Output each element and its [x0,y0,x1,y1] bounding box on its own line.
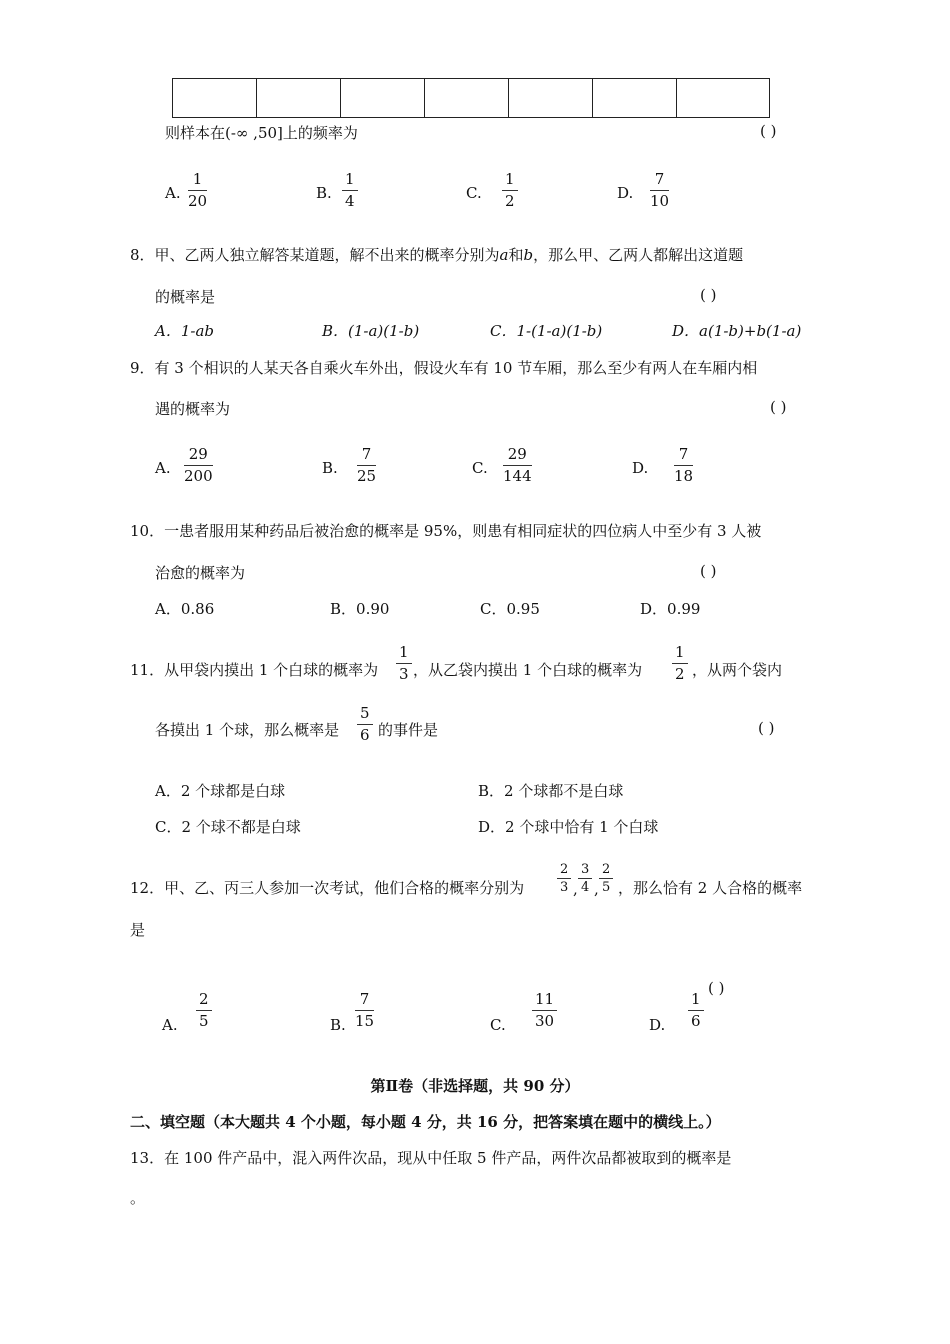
q7-option-d-fraction [650,172,669,209]
q8-answer-paren: ( ) [700,286,717,304]
q9-option-c-fraction [503,447,532,484]
q7-option-a-label: A. [165,184,181,202]
q12-option-a-fraction [196,992,212,1029]
table-cell [425,79,509,118]
q9-answer-paren: ( ) [770,398,787,416]
q9-option-a-fraction [184,447,213,484]
q9-option-d-fraction [674,447,693,484]
q11-stem-part1: 11．从甲袋内摸出 1 个白球的概率为 [130,661,379,679]
q12-option-c-label: C. [490,1016,506,1034]
q8-option-c: C．1-(1-a)(1-b) [490,322,603,340]
q12-option-b-fraction [355,992,374,1029]
q8-var-b: b [523,246,534,264]
q12-comma: , [594,880,599,898]
q8-option-a: A．1-ab [155,322,214,340]
q13-stem-line2: 。 [130,1189,146,1207]
denominator: 20 [188,192,208,210]
denominator: 2 [505,192,515,210]
numerator: 7 [654,170,665,188]
q11-fraction-five-sixths [357,706,373,743]
q12-fraction-two-fifths [599,863,613,894]
numerator: 3 [581,862,590,877]
q9-stem-line2: 遇的概率为 [155,400,231,418]
numerator: 2 [199,990,209,1008]
q7-option-c-fraction [502,172,518,209]
q11-stem-line2-part2: 的事件是 [378,721,439,739]
q7-answer-paren: ( ) [760,122,777,140]
q7-option-a-fraction [188,172,207,209]
q8-text-and: 和 [508,246,524,264]
q11-fraction-one-half [672,645,688,682]
q10-answer-paren: ( ) [700,562,717,580]
q7-option-b-fraction [342,172,358,209]
q11-stem-line2-part1: 各摸出 1 个球，那么概率是 [155,721,340,739]
numerator: 1 [192,170,203,188]
q11-fraction-one-third [396,645,412,682]
q13-stem-line1: 13．在 100 件产品中，混入两件次品，现从中任取 5 件产品，两件次品都被取到的概率是 [130,1149,732,1167]
q10-stem-line1: 10．一患者服用某种药品后被治愈的概率是 95%，则患有相同症状的四位病人中至少有 3 人被 [130,522,762,540]
table-cell [509,79,593,118]
numerator: 11 [535,990,555,1008]
q8-text-tail: ，那么甲、乙两人都解出这道题 [533,246,744,264]
denominator: 25 [357,467,377,485]
denominator: 4 [345,192,355,210]
q10-stem-line2: 治愈的概率为 [155,564,246,582]
q12-fraction-three-fourths [578,863,592,894]
numerator: 7 [359,990,370,1008]
q10-option-d: D．0.99 [640,600,701,618]
numerator: 7 [678,445,689,463]
q12-stem-part1: 12．甲、乙、丙三人参加一次考试，他们合格的概率分别为 [130,879,525,897]
numerator: 1 [345,170,355,188]
denominator: 5 [602,880,611,895]
q8-option-d: D．a(1-b)+b(1-a) [672,322,802,340]
q8-var-a: a [499,246,509,264]
numerator: 7 [361,445,372,463]
frequency-table [172,78,770,118]
q12-stem-part2: ，那么恰有 2 人合格的概率 [618,879,803,897]
numerator: 1 [399,643,409,661]
numerator: 5 [360,704,370,722]
numerator: 2 [560,862,569,877]
denominator: 4 [581,880,590,895]
q12-fraction-two-thirds [557,863,571,894]
q12-comma: , [573,880,578,898]
numerator: 1 [691,990,701,1008]
q11-stem-part3: ，从两个袋内 [692,661,783,679]
denominator: 15 [355,1012,375,1030]
q11-option-b: B．2 个球都不是白球 [478,782,624,800]
q11-option-d: D．2 个球中恰有 1 个白球 [478,818,659,836]
q9-option-b-label: B. [322,459,338,477]
q11-option-c: C．2 个球不都是白球 [155,818,301,836]
denominator: 200 [184,467,213,485]
denominator: 10 [650,192,670,210]
q10-option-b: B．0.90 [330,600,390,618]
q10-option-c: C．0.95 [480,600,540,618]
table-cell [173,79,257,118]
numerator: 29 [188,445,208,463]
table-cell [677,79,770,118]
q12-stem-line2: 是 [130,921,146,939]
q8-stem-line2: 的概率是 [155,288,216,306]
q7-option-b-label: B. [316,184,332,202]
q8-text-a: 8．甲、乙两人独立解答某道题，解不出来的概率分别为 [130,246,500,264]
q9-option-c-label: C. [472,459,488,477]
numerator: 2 [602,862,611,877]
denominator: 3 [560,880,569,895]
denominator: 6 [360,726,370,744]
table-cell [593,79,677,118]
denominator: 3 [399,665,409,683]
q7-option-d-label: D. [617,184,634,202]
q11-option-a: A．2 个球都是白球 [155,782,286,800]
q12-option-d-label: D. [649,1016,666,1034]
denominator: 18 [674,467,694,485]
numerator: 1 [505,170,515,188]
q10-option-a: A．0.86 [155,600,215,618]
table-cell [257,79,341,118]
q12-option-c-fraction [532,992,557,1029]
denominator: 6 [691,1012,701,1030]
q9-stem-line1: 9．有 3 个相识的人某天各自乘火车外出，假设火车有 10 节车厢，那么至少有两人在车厢内相 [130,359,758,377]
numerator: 29 [507,445,527,463]
q11-answer-paren: ( ) [758,719,775,737]
numerator: 1 [675,643,685,661]
q12-option-a-label: A. [162,1016,178,1034]
q7-stem: 则样本在(-∞ ,50]上的频率为 [165,124,358,142]
q12-option-d-fraction [688,992,704,1029]
denominator: 2 [675,665,685,683]
q7-option-c-label: C. [466,184,482,202]
q9-option-b-fraction [357,447,376,484]
q8-option-b: B．(1-a)(1-b) [322,322,420,340]
table-cell [341,79,425,118]
denominator: 5 [199,1012,209,1030]
denominator: 30 [535,1012,555,1030]
q9-option-d-label: D. [632,459,649,477]
q8-stem-line1 [130,244,743,265]
section-heading: 二、填空题（本大题共 4 个小题，每小题 4 分，共 16 分，把答案填在题中的横线上。） [130,1113,721,1131]
q12-answer-paren: ( ) [708,979,725,997]
q11-stem-part2: ，从乙袋内摸出 1 个白球的概率为 [413,661,643,679]
q12-option-b-label: B. [330,1016,346,1034]
part2-title: 第Ⅱ卷（非选择题，共 90 分） [370,1077,580,1095]
denominator: 144 [503,467,532,485]
q9-option-a-label: A. [155,459,171,477]
